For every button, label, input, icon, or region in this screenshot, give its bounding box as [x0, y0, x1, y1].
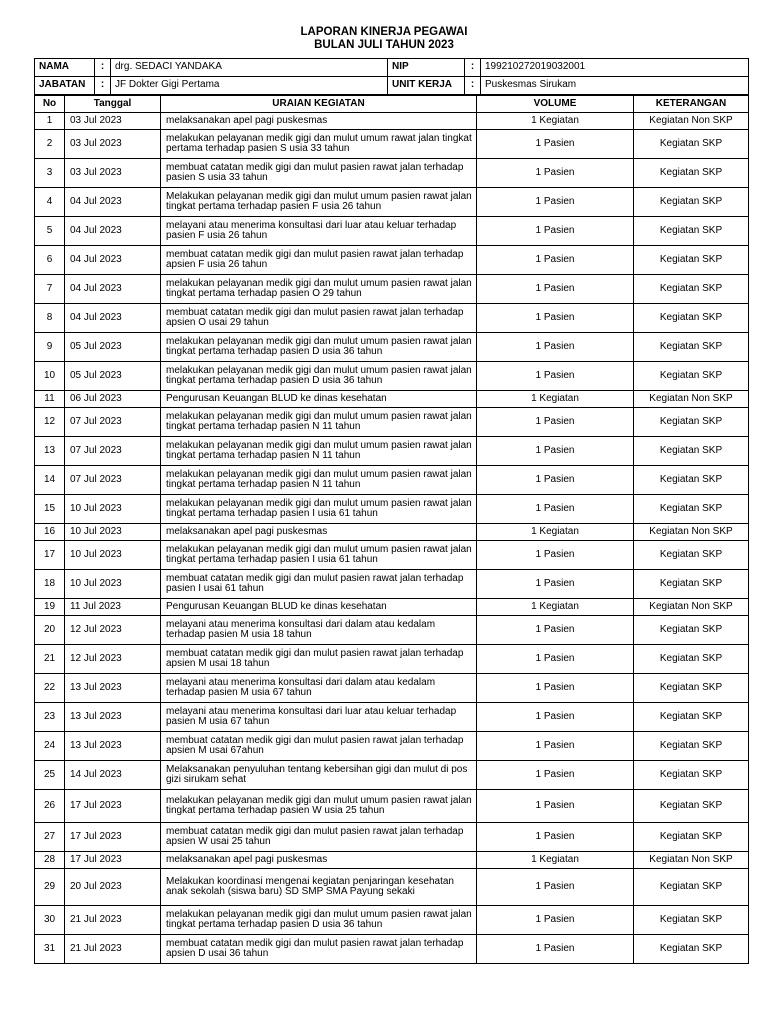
table-row — [35, 524, 749, 541]
info-row-nama — [35, 59, 749, 77]
row-volume: 1 Pasien — [477, 674, 634, 703]
table-row — [35, 437, 749, 466]
table-row — [35, 304, 749, 333]
row-note: Kegiatan SKP — [634, 732, 749, 761]
row-number: 11 — [35, 391, 65, 408]
table-row — [35, 616, 749, 645]
row-volume: 1 Kegiatan — [477, 599, 634, 616]
table-row — [35, 275, 749, 304]
colon: : — [95, 77, 111, 95]
row-number: 2 — [35, 130, 65, 159]
employee-info-table — [34, 58, 749, 95]
row-activity: melayani atau menerima konsultasi dari dalam atau kedalam terhadap pasien M usia 67 tahun — [161, 674, 477, 703]
row-date: 07 Jul 2023 — [65, 437, 161, 466]
row-note: Kegiatan SKP — [634, 362, 749, 391]
row-date: 03 Jul 2023 — [65, 159, 161, 188]
table-row — [35, 113, 749, 130]
row-activity: melaksanakan apel pagi puskesmas — [161, 113, 477, 130]
table-row — [35, 570, 749, 599]
row-date: 17 Jul 2023 — [65, 852, 161, 869]
row-number: 8 — [35, 304, 65, 333]
row-volume: 1 Pasien — [477, 408, 634, 437]
row-date: 13 Jul 2023 — [65, 732, 161, 761]
nama-value: drg. SEDACI YANDAKA — [111, 59, 388, 77]
info-row-jabatan — [35, 77, 749, 95]
row-note: Kegiatan SKP — [634, 408, 749, 437]
row-activity: melayani atau menerima konsultasi dari luar atau keluar terhadap pasien M usia 67 tahun — [161, 703, 477, 732]
row-activity: melakukan pelayanan medik gigi dan mulut umum pasien rawat jalan tingkat pertama terhadap pasien N 11 tahun — [161, 466, 477, 495]
row-date: 12 Jul 2023 — [65, 645, 161, 674]
row-volume: 1 Pasien — [477, 130, 634, 159]
table-row — [35, 130, 749, 159]
nama-label: NAMA — [35, 59, 95, 77]
row-number: 12 — [35, 408, 65, 437]
row-volume: 1 Pasien — [477, 906, 634, 935]
row-volume: 1 Kegiatan — [477, 524, 634, 541]
row-note: Kegiatan SKP — [634, 275, 749, 304]
row-volume: 1 Pasien — [477, 761, 634, 790]
row-activity: melakukan pelayanan medik gigi dan mulut umum pasien rawat jalan tingkat pertama terhadap pasien I usia 61 tahun — [161, 541, 477, 570]
row-number: 20 — [35, 616, 65, 645]
row-number: 25 — [35, 761, 65, 790]
row-volume: 1 Pasien — [477, 304, 634, 333]
table-row — [35, 790, 749, 823]
row-number: 13 — [35, 437, 65, 466]
table-row — [35, 852, 749, 869]
row-activity: membuat catatan medik gigi dan mulut pasien rawat jalan terhadap apsien W usai 25 tahun — [161, 823, 477, 852]
table-row — [35, 869, 749, 906]
row-number: 30 — [35, 906, 65, 935]
row-note: Kegiatan SKP — [634, 570, 749, 599]
row-number: 24 — [35, 732, 65, 761]
row-date: 14 Jul 2023 — [65, 761, 161, 790]
table-row — [35, 599, 749, 616]
column-header-volume: VOLUME — [477, 96, 634, 113]
row-volume: 1 Pasien — [477, 869, 634, 906]
row-activity: Pengurusan Keuangan BLUD ke dinas kesehatan — [161, 599, 477, 616]
row-note: Kegiatan Non SKP — [634, 599, 749, 616]
row-date: 17 Jul 2023 — [65, 790, 161, 823]
row-note: Kegiatan SKP — [634, 541, 749, 570]
row-number: 16 — [35, 524, 65, 541]
row-number: 14 — [35, 466, 65, 495]
row-note: Kegiatan SKP — [634, 130, 749, 159]
row-note: Kegiatan SKP — [634, 616, 749, 645]
row-note: Kegiatan SKP — [634, 437, 749, 466]
table-row — [35, 935, 749, 964]
row-number: 5 — [35, 217, 65, 246]
row-activity: melakukan pelayanan medik gigi dan mulut umum pasien rawat jalan tingkat pertama terhadap pasien O 29 tahun — [161, 275, 477, 304]
row-date: 07 Jul 2023 — [65, 408, 161, 437]
row-volume: 1 Kegiatan — [477, 113, 634, 130]
row-date: 10 Jul 2023 — [65, 570, 161, 599]
row-date: 05 Jul 2023 — [65, 333, 161, 362]
row-number: 17 — [35, 541, 65, 570]
row-activity: melaksanakan apel pagi puskesmas — [161, 852, 477, 869]
row-date: 10 Jul 2023 — [65, 495, 161, 524]
row-activity: membuat catatan medik gigi dan mulut pasien rawat jalan terhadap apsien M usai 18 tahun — [161, 645, 477, 674]
table-row — [35, 495, 749, 524]
row-activity: membuat catatan medik gigi dan mulut pasien rawat jalan terhadap apsien O usai 29 tahun — [161, 304, 477, 333]
table-row — [35, 246, 749, 275]
row-volume: 1 Pasien — [477, 616, 634, 645]
row-note: Kegiatan SKP — [634, 217, 749, 246]
row-date: 05 Jul 2023 — [65, 362, 161, 391]
row-note: Kegiatan SKP — [634, 935, 749, 964]
row-volume: 1 Pasien — [477, 703, 634, 732]
row-date: 21 Jul 2023 — [65, 935, 161, 964]
table-row — [35, 188, 749, 217]
row-number: 28 — [35, 852, 65, 869]
row-date: 03 Jul 2023 — [65, 130, 161, 159]
table-row — [35, 906, 749, 935]
row-note: Kegiatan SKP — [634, 645, 749, 674]
table-row — [35, 823, 749, 852]
row-number: 1 — [35, 113, 65, 130]
row-activity: Melakukan koordinasi mengenai kegiatan penjaringan kesehatan anak sekolah (siswa baru) SD SMP SMA Payung sekaki — [161, 869, 477, 906]
row-number: 4 — [35, 188, 65, 217]
table-row — [35, 466, 749, 495]
nip-value: 199210272019032001 — [481, 59, 749, 77]
row-activity: membuat catatan medik gigi dan mulut pasien rawat jalan terhadap apsien D usai 36 tahun — [161, 935, 477, 964]
table-row — [35, 541, 749, 570]
row-date: 11 Jul 2023 — [65, 599, 161, 616]
activity-table-header — [35, 96, 749, 113]
table-row — [35, 761, 749, 790]
row-activity: melakukan pelayanan medik gigi dan mulut umum pasien rawat jalan tingkat pertama terhadap pasien D usia 36 tahun — [161, 906, 477, 935]
colon: : — [465, 77, 481, 95]
column-header-no: No — [35, 96, 65, 113]
row-number: 6 — [35, 246, 65, 275]
row-volume: 1 Pasien — [477, 159, 634, 188]
row-volume: 1 Pasien — [477, 362, 634, 391]
row-number: 15 — [35, 495, 65, 524]
row-volume: 1 Pasien — [477, 935, 634, 964]
row-volume: 1 Kegiatan — [477, 391, 634, 408]
row-activity: Melaksanakan penyuluhan tentang kebersihan gigi dan mulut di pos gizi sirukam sehat — [161, 761, 477, 790]
table-row — [35, 645, 749, 674]
row-volume: 1 Pasien — [477, 275, 634, 304]
row-activity: melakukan pelayanan medik gigi dan mulut umum pasien rawat jalan tingkat pertama terhadap pasien D usia 36 tahun — [161, 333, 477, 362]
row-activity: membuat catatan medik gigi dan mulut pasien rawat jalan terhadap apsien M usai 67ahun — [161, 732, 477, 761]
report-title-line-1: LAPORAN KINERJA PEGAWAI — [300, 26, 468, 38]
row-activity: melakukan pelayanan medik gigi dan mulut umum pasien rawat jalan tingkat pertama terhadap pasien N 11 tahun — [161, 408, 477, 437]
row-date: 10 Jul 2023 — [65, 524, 161, 541]
row-date: 03 Jul 2023 — [65, 113, 161, 130]
row-volume: 1 Pasien — [477, 732, 634, 761]
row-note: Kegiatan SKP — [634, 761, 749, 790]
row-activity: melaksanakan apel pagi puskesmas — [161, 524, 477, 541]
row-activity: melakukan pelayanan medik gigi dan mulut umum pasien rawat jalan tingkat pertama terhadap pasien D usia 36 tahun — [161, 362, 477, 391]
table-row — [35, 674, 749, 703]
row-volume: 1 Pasien — [477, 333, 634, 362]
row-activity: membuat catatan medik gigi dan mulut pasien rawat jalan terhadap pasien S usia 33 tahun — [161, 159, 477, 188]
row-activity: melakukan pelayanan medik gigi dan mulut umum rawat jalan tingkat pertama terhadap pasien S usia 33 tahun — [161, 130, 477, 159]
row-date: 13 Jul 2023 — [65, 703, 161, 732]
table-row — [35, 408, 749, 437]
table-row — [35, 703, 749, 732]
row-activity: membuat catatan medik gigi dan mulut pasien rawat jalan terhadap pasien I usai 61 tahun — [161, 570, 477, 599]
unit-kerja-label: UNIT KERJA — [388, 77, 465, 95]
row-volume: 1 Pasien — [477, 495, 634, 524]
report-title — [0, 26, 768, 51]
row-volume: 1 Pasien — [477, 790, 634, 823]
row-number: 3 — [35, 159, 65, 188]
row-date: 04 Jul 2023 — [65, 304, 161, 333]
row-date: 04 Jul 2023 — [65, 275, 161, 304]
row-volume: 1 Pasien — [477, 823, 634, 852]
row-number: 21 — [35, 645, 65, 674]
table-row — [35, 217, 749, 246]
row-date: 20 Jul 2023 — [65, 869, 161, 906]
row-note: Kegiatan SKP — [634, 869, 749, 906]
row-number: 7 — [35, 275, 65, 304]
row-number: 18 — [35, 570, 65, 599]
row-date: 12 Jul 2023 — [65, 616, 161, 645]
row-date: 04 Jul 2023 — [65, 188, 161, 217]
row-number: 9 — [35, 333, 65, 362]
row-date: 04 Jul 2023 — [65, 217, 161, 246]
activity-table — [34, 95, 749, 964]
row-note: Kegiatan SKP — [634, 159, 749, 188]
row-date: 10 Jul 2023 — [65, 541, 161, 570]
row-note: Kegiatan SKP — [634, 790, 749, 823]
row-number: 22 — [35, 674, 65, 703]
row-activity: melakukan pelayanan medik gigi dan mulut umum pasien rawat jalan tingkat pertama terhadap pasien N 11 tahun — [161, 437, 477, 466]
row-date: 04 Jul 2023 — [65, 246, 161, 275]
row-number: 23 — [35, 703, 65, 732]
column-header-uraian: URAIAN KEGIATAN — [161, 96, 477, 113]
row-note: Kegiatan SKP — [634, 304, 749, 333]
report-title-line-2: BULAN JULI TAHUN 2023 — [314, 38, 454, 51]
row-activity: melayani atau menerima konsultasi dari dalam atau kedalam terhadap pasien M usia 18 tahun — [161, 616, 477, 645]
row-note: Kegiatan Non SKP — [634, 524, 749, 541]
row-date: 13 Jul 2023 — [65, 674, 161, 703]
row-volume: 1 Pasien — [477, 217, 634, 246]
row-volume: 1 Pasien — [477, 645, 634, 674]
row-note: Kegiatan SKP — [634, 674, 749, 703]
jabatan-label: JABATAN — [35, 77, 95, 95]
row-note: Kegiatan SKP — [634, 495, 749, 524]
row-date: 21 Jul 2023 — [65, 906, 161, 935]
nip-label: NIP — [388, 59, 465, 77]
row-volume: 1 Pasien — [477, 570, 634, 599]
row-activity: melakukan pelayanan medik gigi dan mulut umum pasien rawat jalan tingkat pertama terhadap pasien I usia 61 tahun — [161, 495, 477, 524]
table-row — [35, 362, 749, 391]
colon: : — [95, 59, 111, 77]
table-row — [35, 732, 749, 761]
row-activity: membuat catatan medik gigi dan mulut pasien rawat jalan terhadap apsien F usia 26 tahun — [161, 246, 477, 275]
row-note: Kegiatan SKP — [634, 823, 749, 852]
row-number: 29 — [35, 869, 65, 906]
row-date: 17 Jul 2023 — [65, 823, 161, 852]
row-volume: 1 Pasien — [477, 466, 634, 495]
row-date: 06 Jul 2023 — [65, 391, 161, 408]
row-activity: melayani atau menerima konsultasi dari luar atau keluar terhadap pasien F usia 26 tahun — [161, 217, 477, 246]
row-note: Kegiatan SKP — [634, 703, 749, 732]
row-volume: 1 Pasien — [477, 437, 634, 466]
row-activity: Pengurusan Keuangan BLUD ke dinas kesehatan — [161, 391, 477, 408]
row-note: Kegiatan SKP — [634, 188, 749, 217]
row-volume: 1 Pasien — [477, 188, 634, 217]
table-row — [35, 333, 749, 362]
table-row — [35, 391, 749, 408]
row-note: Kegiatan Non SKP — [634, 113, 749, 130]
row-date: 07 Jul 2023 — [65, 466, 161, 495]
row-note: Kegiatan Non SKP — [634, 391, 749, 408]
row-number: 19 — [35, 599, 65, 616]
column-header-keterangan: KETERANGAN — [634, 96, 749, 113]
row-volume: 1 Pasien — [477, 246, 634, 275]
row-volume: 1 Pasien — [477, 541, 634, 570]
row-number: 10 — [35, 362, 65, 391]
row-note: Kegiatan SKP — [634, 906, 749, 935]
row-number: 31 — [35, 935, 65, 964]
row-activity: melakukan pelayanan medik gigi dan mulut umum pasien rawat jalan tingkat pertama terhadap pasien W usia 25 tahun — [161, 790, 477, 823]
row-number: 26 — [35, 790, 65, 823]
row-note: Kegiatan SKP — [634, 466, 749, 495]
row-note: Kegiatan Non SKP — [634, 852, 749, 869]
row-activity: Melakukan pelayanan medik gigi dan mulut umum pasien rawat jalan tingkat pertama terhadap pasien F usia 26 tahun — [161, 188, 477, 217]
colon: : — [465, 59, 481, 77]
jabatan-value: JF Dokter Gigi Pertama — [111, 77, 388, 95]
unit-kerja-value: Puskesmas Sirukam — [481, 77, 749, 95]
row-number: 27 — [35, 823, 65, 852]
column-header-tanggal: Tanggal — [65, 96, 161, 113]
row-note: Kegiatan SKP — [634, 246, 749, 275]
row-volume: 1 Kegiatan — [477, 852, 634, 869]
row-note: Kegiatan SKP — [634, 333, 749, 362]
table-row — [35, 159, 749, 188]
